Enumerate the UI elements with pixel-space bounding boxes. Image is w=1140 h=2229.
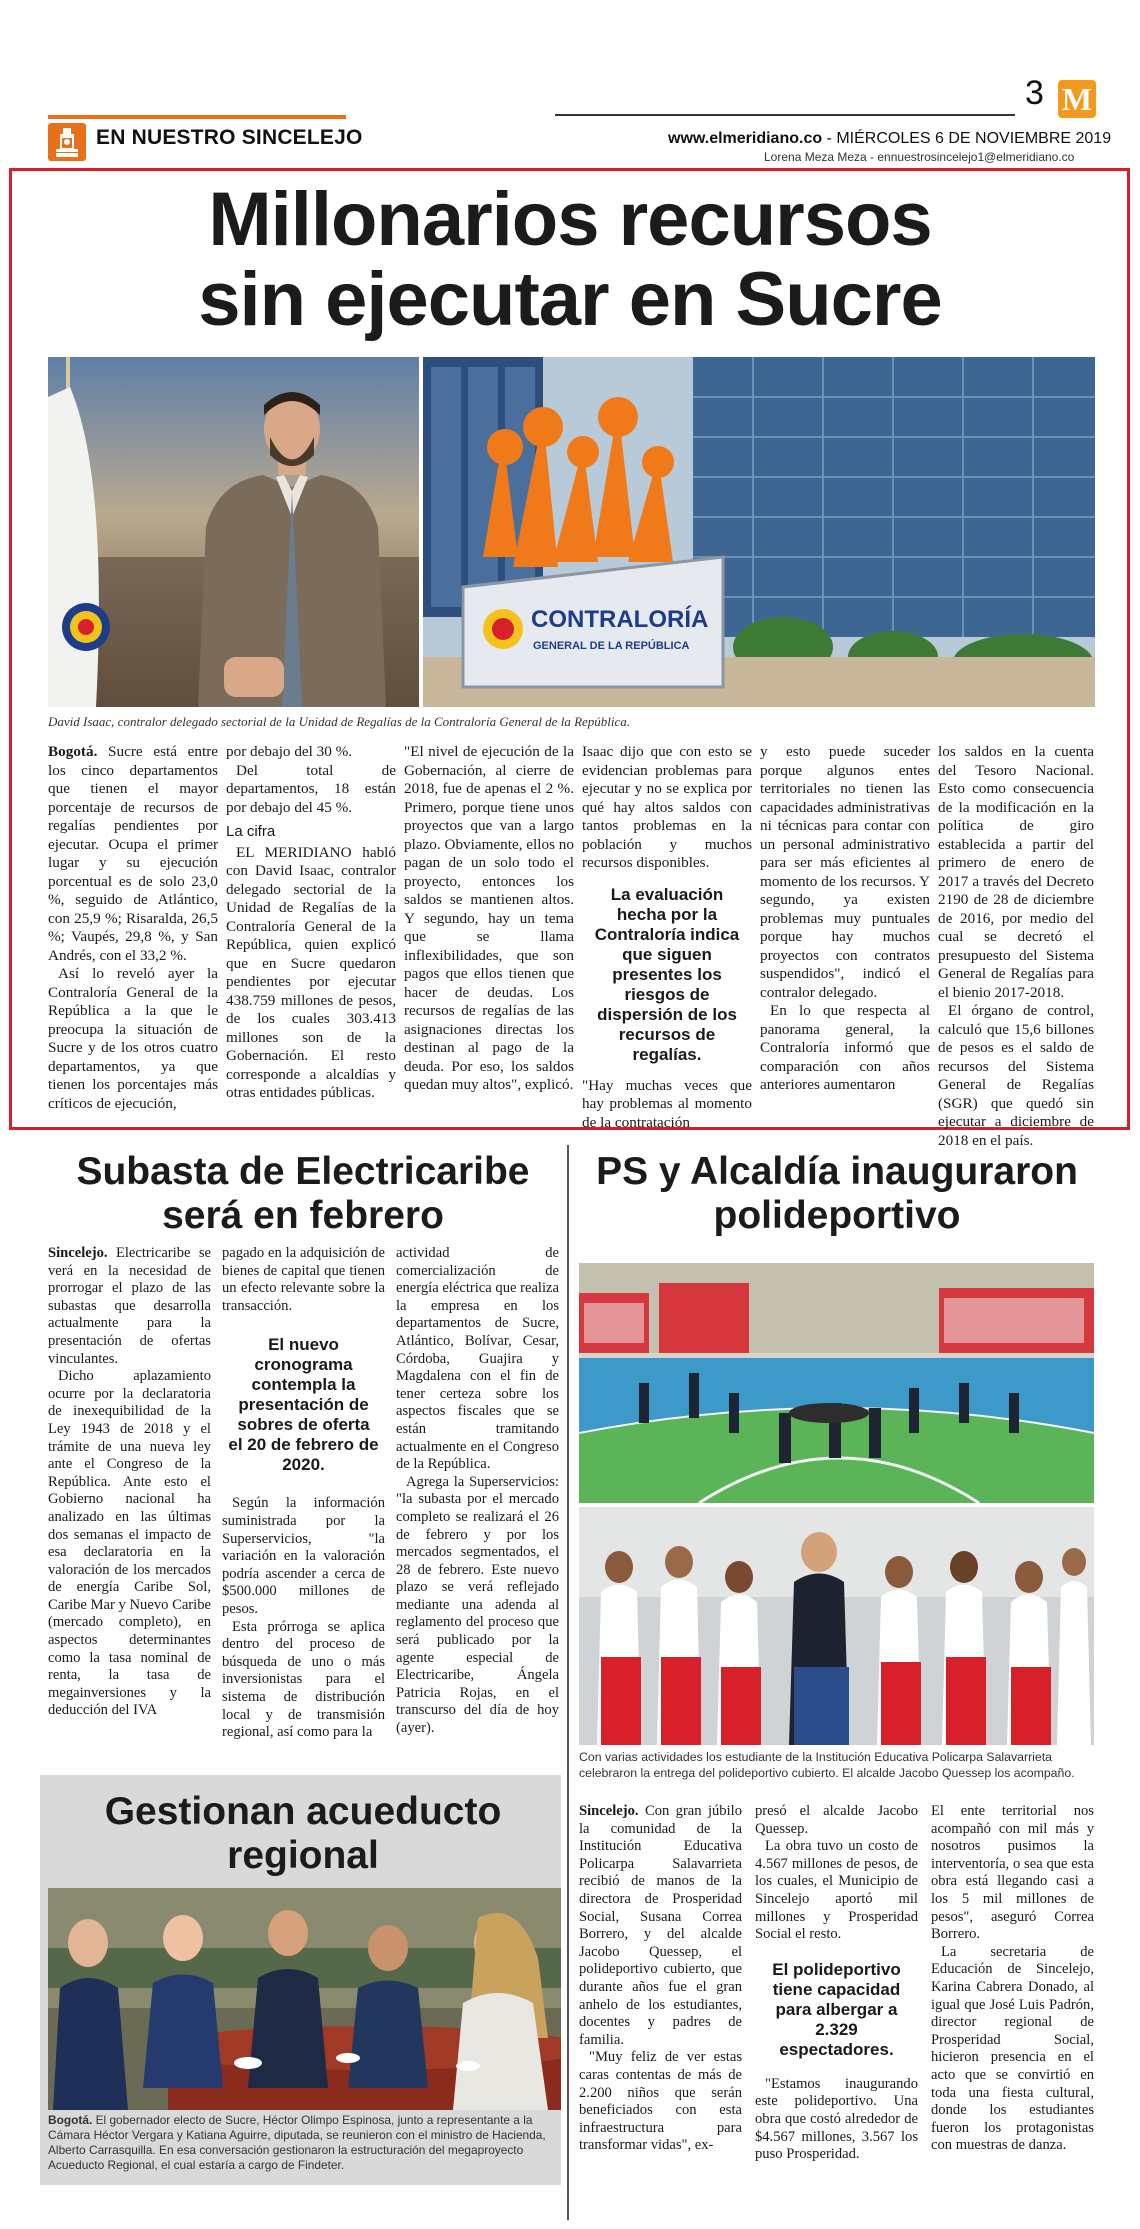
polideportivo-column-3 xyxy=(931,1803,1094,2155)
contraloria-building-photo xyxy=(423,357,1095,707)
subasta-column-3 xyxy=(396,1245,559,1738)
main-paragraph xyxy=(48,743,218,965)
main-paragraph: "El nivel de ejecución de la Gobernación, al cierre de 2018, fue de apenas el 2 %. Primero, porque tiene unos proyectos que van a largo plazo. Obviamente, ellos no pagan de un solo todo el proyecto, entonces los saldos se mantienen altos. Y segundo, hay un tema que se llama inflexibilidades, que son pagos que ellos tienen que hacer de deudas. Los recursos de regalías de las asignaciones directas los destinan al pago de la deuda. Por eso, los saldos quedan muy altos", explicó. xyxy=(404,743,574,1093)
city-tower-icon xyxy=(48,123,86,161)
subasta-headline xyxy=(38,1150,568,1238)
main-pull-quote: La evaluación hecha por la Contraloría indica que siguen presentes los riesgos de dispersión de los recursos de regalías. xyxy=(594,884,740,1064)
header-rule xyxy=(555,114,1015,116)
main-paragraph: los saldos en la cuenta del Tesoro Nacional. Esto como consecuencia de la modificación en la política de giro establecida a partir del primero de enero de 2017 a través del Decreto 2190 de 28 de diciembre de 2016, por medio del cual se decretó el presupuesto del Sistema General de Regalías para el bienio 2017-2018. xyxy=(938,743,1094,1001)
subasta-paragraph: Agrega la Superservicios: "la subasta por el mercado completo se realizará el 26 de febrero y por los mercados segmentados, el 28 de febrero. Este nuevo plazo se verá reflejado mediante una adenda al reglamento del proceso que será publicado por la agente especial de Electricaribe, Ángela Patricia Rojas, en el transcurso del día de hoy (ayer). xyxy=(396,1473,559,1737)
dateline xyxy=(668,130,1111,148)
main-paragraph: por debajo del 30 %. xyxy=(226,743,353,760)
newspaper-logo: M xyxy=(1058,80,1096,118)
polideportivo-paragraph: "Muy feliz de ver estas caras contentas de más de 2.200 niños que serán beneficiados con esta infraestructura para transformar vidas", ex- xyxy=(579,2049,742,2154)
students-photo xyxy=(579,1507,1094,1745)
main-paragraph: y esto puede suceder porque algunos entes territoriales no tienen las capacidades administrativas ni técnicas para contar con un personal administrativo para ser más eficientes al momento de los recursos. Y segundo, ya existen problemas muy puntuales porque hay muchos proyectos con contratos suspendidos", indicó el contralor delegado. xyxy=(760,743,930,1001)
main-column-3 xyxy=(404,743,574,1095)
polideportivo-headline-line1: PS y Alcaldía inauguraron xyxy=(596,1150,1078,1193)
polideportivo-paragraph: La secretaria de Educación de Sincelejo, Karina Cabrera Donado, al igual que José Luis Padrón, director regional de Prosperidad Social, hicieron presencia en el acto que se convirtió en toda una fiesta cultural, donde los estudiantes fueron los protagonistas con muestras de danza. xyxy=(931,1943,1094,2154)
polideportivo-paragraph: La obra tuvo un costo de 4.567 millones de pesos, de los cuales, el Municipio de Sincelejo aportó mil millones y Prosperidad Social el resto. xyxy=(755,1838,918,1943)
subasta-paragraph: actividad de comercialización de energía eléctrica que realiza la empresa en los departamentos de Sucre, Atlántico, Bolívar, Cesar, Córdoba, Guajira y Magdalena con el fin de tener certeza sobre los aspectos fiscales que se están tramitando actualmente en el Congreso de la República. xyxy=(396,1245,559,1473)
column-divider xyxy=(567,1145,569,2220)
main-paragraph: Del total de departamentos, 18 están por debajo del 45 %. xyxy=(226,761,396,816)
paragraph-text: Con gran júbilo la comunidad de la Institución Educativa Policarpa Salavarrieta recibió de manos de la directora de Prosperidad Social, Susana Correa Borrero, y del alcalde Jacobo Quessep, el polideportivo cubierto, que durante años fue el gran anhelo de los estudiantes, docentes y padres de familia. xyxy=(579,1803,742,2048)
polideportivo-paragraph: "Estamos inaugurando este polideportivo. Una obra que costó alrededor de $4.567 millones, 3.567 los puso Prosperidad. xyxy=(755,2075,918,2163)
main-paragraph: Así lo reveló ayer la Contraloría General de la República a la que le preocupa la situación de Sucre y de los otros cuatro departamentos, ya que tienen los porcentajes más críticos de ejecución, xyxy=(48,965,218,1112)
subasta-column-1 xyxy=(48,1245,211,1720)
caption-lead: Bogotá. xyxy=(48,2113,93,2127)
sports-court-photo xyxy=(579,1263,1094,1503)
main-column-5 xyxy=(760,743,930,1095)
polideportivo-caption: Con varias actividades los estudiante de la Institución Educativa Policarpa Salavarrieta celebraron la entrega del polideportivo cubierto. El alcalde Jacobo Quessep los acompaño. xyxy=(579,1750,1075,1780)
subasta-headline-line1: Subasta de Electricaribe xyxy=(76,1150,530,1193)
main-column-1 xyxy=(48,743,218,1113)
dateline-lead: Sincelejo. xyxy=(48,1245,108,1261)
acueducto-headline xyxy=(48,1790,558,1878)
portrait-photo xyxy=(48,357,419,707)
site-url[interactable]: www.elmeridiano.co xyxy=(668,130,823,147)
polideportivo-headline-line2: polideportivo xyxy=(713,1194,961,1237)
main-headline-line2: sin ejecutar en Sucre xyxy=(198,257,942,342)
subasta-pull-quote: El nuevo cronograma contempla la presentación de sobres de oferta el 20 de febrero de 2020. xyxy=(228,1335,379,1475)
main-column-6 xyxy=(938,743,1094,1150)
subasta-paragraph: Según la información suministrada por la Superservicios, "la variación en la valoración podría ascender a cerca de $500.000 millones de pesos. xyxy=(222,1495,385,1617)
byline: Lorena Meza Meza - ennuestrosincelejo1@elmeridiano.co xyxy=(764,150,1075,164)
main-subhead: La cifra xyxy=(226,823,276,840)
subasta-paragraph: Esta prórroga se aplica dentro del proceso de búsqueda de uno o más inversionistas para el sistema de distribución local y de transmisión regional, así como para la xyxy=(222,1618,385,1741)
polideportivo-headline xyxy=(572,1150,1102,1238)
section-label: EN NUESTRO SINCELEJO xyxy=(96,126,363,149)
subasta-paragraph: pagado en la adquisición de bienes de capital que tienen un efecto relevante sobre la transacción. xyxy=(222,1245,385,1314)
acueducto-headline-line1: Gestionan acueducto xyxy=(104,1790,502,1833)
main-paragraph: Isaac dijo que con esto se evidencian problemas para ejecutar y no se explica por qué hay altos saldos con tantos problemas en la población y muchos recursos disponibles. xyxy=(582,743,752,871)
acueducto-headline-line2: regional xyxy=(227,1834,379,1877)
dateline-lead: Bogotá. xyxy=(48,743,98,760)
main-paragraph: EL MERIDIANO habló con David Isaac, contralor delegado sectorial de la Unidad de Regalías de la Contraloría General de la República, quien explicó que en Sucre quedaron pendientes por ejecutar 438.759 millones de pesos, de los cuales 303.413 millones son de la Gobernación. El resto corresponde a alcaldías y otras entidades públicas. xyxy=(226,843,396,1101)
subasta-paragraph: Dicho aplazamiento ocurre por la declaratoria de inexequibilidad de la Ley 1943 de 2018 y el trámite de una nueva ley ante el Congreso de la República. Ante esto el Gobierno nacional ha analizado en las últimas dos semanas el impacto de esa declaratoria en la valoración de los mercados de energía Caribe Sol, Caribe Mar y Nuevo Caribe (mercado completo), en aspectos determinantes como la tasa nominal de renta, la tasa de megainversiones y la deducción del IVA xyxy=(48,1368,211,1719)
main-column-2 xyxy=(226,743,396,1103)
polideportivo-paragraph xyxy=(579,1803,742,2049)
main-headline-line1: Millonarios recursos xyxy=(208,177,932,262)
paragraph-text: Sucre está entre los cinco departamentos que tienen el mayor porcentaje de recursos de regalías pendientes por ejecutar. Ocupa el primer lugar y su ejecución porcentual es de solo 23,0 %, seguido de Atlántico, con 25,9 %; Risaralda, 26,5 %; Vaupés, 29,8 %, y San Andrés, con el 33,2 %. xyxy=(48,743,218,964)
section-bar xyxy=(48,115,346,119)
paragraph-text: Electricaribe se verá en la necesidad de prorrogar el plazo de las subastas que desarrolla actualmente para la presentación de ofertas vinculantes. xyxy=(48,1245,211,1367)
page-number: 3 xyxy=(1025,74,1044,112)
polideportivo-pull-quote: El polideportivo tiene capacidad para albergar a 2.329 espectadores. xyxy=(772,1959,901,2059)
main-paragraph: En lo que respecta al panorama general, la Contraloría informó que comparación con años anteriores aumentaron xyxy=(760,1002,930,1093)
dateline-lead: Sincelejo. xyxy=(579,1803,639,1819)
caption-text: El gobernador electo de Sucre, Héctor Olimpo Espinosa, junto a representante a la Cámara Héctor Vergara y Katiana Aguirre, diputada, se reunieron con el ministro de Hacienda, Alberto Carrasquilla. En esa conversación gestionaron la estructuración del megaproyecto Acueducto Regional, el cual estaría a cargo de Findeter. xyxy=(48,2113,546,2172)
subasta-headline-line2: será en febrero xyxy=(162,1194,444,1237)
subasta-paragraph xyxy=(48,1245,211,1368)
main-paragraph: El órgano de control, calculó que 15,6 billones de pesos es el saldo de recursos del Sistema General de Regalías (SGR) que quedó sin ejecutar a diciembre de 2018 en el país. xyxy=(938,1002,1094,1149)
main-headline xyxy=(60,177,1080,342)
acueducto-caption xyxy=(48,2113,558,2173)
main-paragraph: "Hay muchas veces que hay problemas al momento de la contratación xyxy=(582,1076,752,1131)
polideportivo-paragraph: El ente territorial nos acompañó con mil más y nosotros pusimos la interventoría, o sea que esta obra está llegando casi a los 5 mil millones de pesos", aseguró Correa Borrero. xyxy=(931,1803,1094,1943)
polideportivo-paragraph: presó el alcalde Jacobo Quessep. xyxy=(755,1803,918,1837)
meeting-photo xyxy=(48,1888,561,2110)
polideportivo-column-2 xyxy=(755,1803,918,2164)
sign-text-line2: GENERAL DE LA REPÚBLICA xyxy=(533,640,690,652)
subasta-column-2 xyxy=(222,1245,385,1742)
polideportivo-column-1 xyxy=(579,1803,742,2155)
sign-text-line1: CONTRALORÍA xyxy=(531,606,709,633)
main-photo-caption: David Isaac, contralor delegado sectorial de la Unidad de Regalías de la Contraloría General de la República. xyxy=(48,714,631,729)
issue-date: - MIÉRCOLES 6 DE NOVIEMBRE 2019 xyxy=(822,130,1112,147)
main-column-4 xyxy=(582,743,752,1132)
